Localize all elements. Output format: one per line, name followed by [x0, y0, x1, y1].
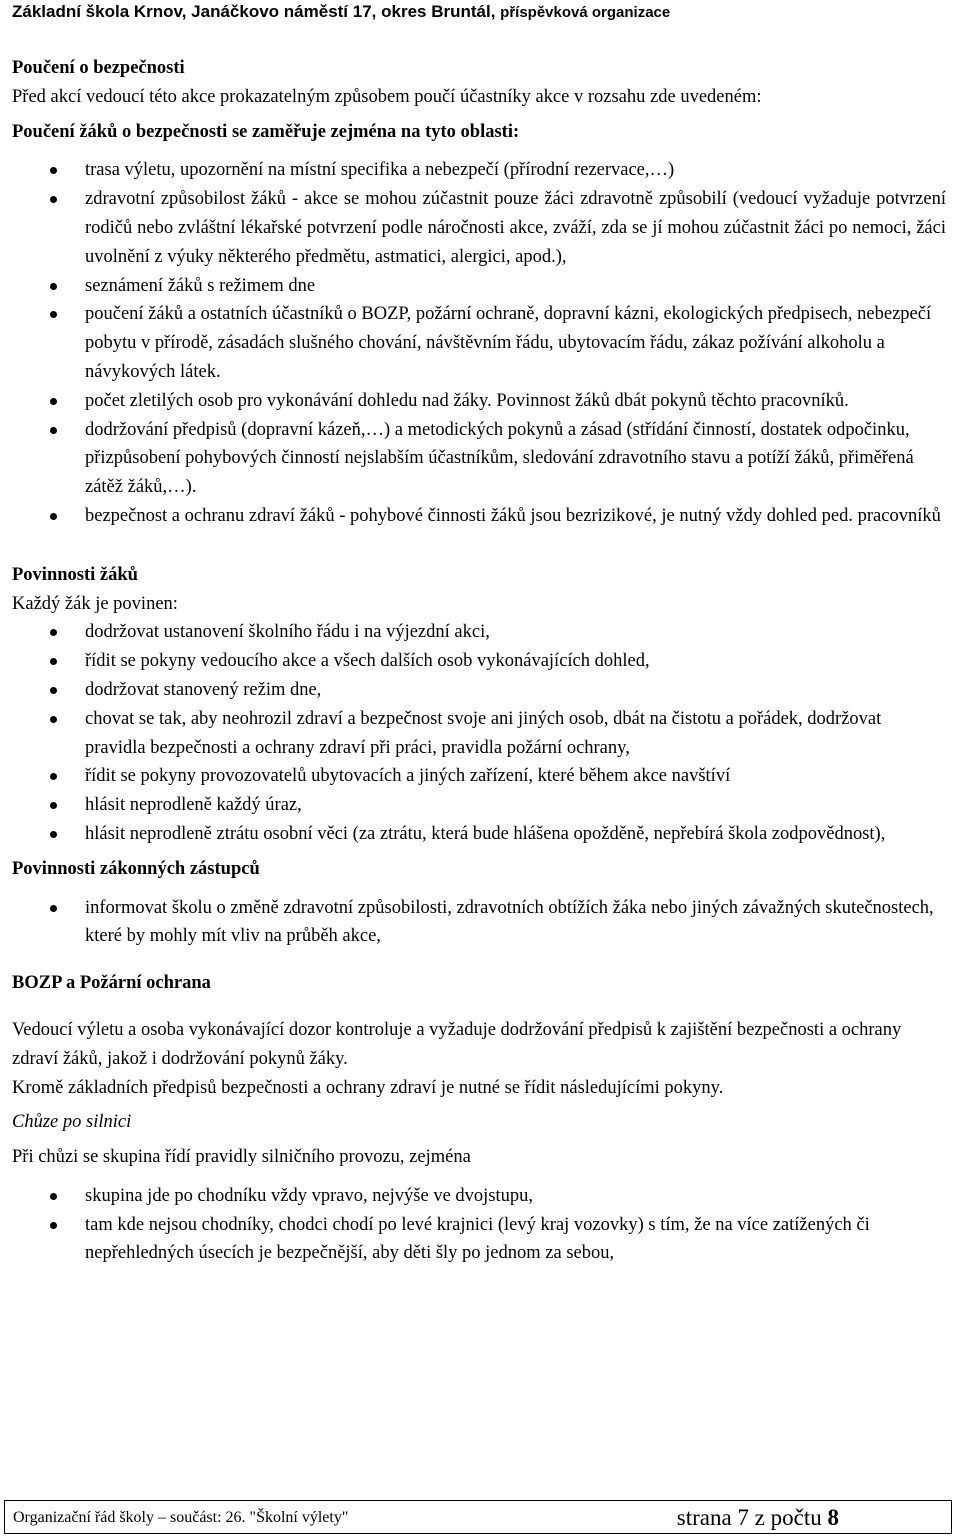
list-item: chovat se tak, aby neohrozil zdraví a bezpečnost svoje ani jiných osob, dbát na čistotu a pořádek, dodržovat pravidla bezpečnosti a ochrany zdraví při práci, pravidla požární ochrany,	[12, 705, 946, 763]
document-body	[12, 54, 946, 1268]
section-title-safety: Poučení o bezpečnosti	[12, 58, 185, 78]
bullet-icon	[50, 398, 57, 405]
footer-doc-title: Organizační řád školy – součást: 26. "Školní výlety"	[13, 1509, 349, 1526]
list-item: informovat školu o změně zdravotní způsobilosti, zdravotních obtížích žáka nebo jiných závažných skutečnostech, které by mohly mít vliv na průběh akce,	[12, 894, 946, 952]
bullet-icon	[50, 1222, 57, 1229]
safety-subtitle: Poučení žáků o bezpečnosti se zaměřuje zejména na tyto oblasti:	[12, 121, 520, 142]
safety-list	[12, 156, 946, 530]
section-title-duties: Povinnosti žáků	[12, 564, 138, 585]
bullet-icon	[50, 513, 57, 520]
list-item: počet zletilých osob pro vykonávání dohledu nad žáky. Povinnost žáků dbát pokynů těchto pracovníků.	[12, 387, 946, 416]
list-item: hlásit neprodleně každý úraz,	[12, 791, 946, 820]
list-item: zdravotní způsobilost žáků - akce se mohou zúčastnit pouze žáci zdravotně způsobilí (vedoucí vyžaduje potvrzení rodičů nebo zvláštní lékařské potvrzení podle náročnosti akce, zváží, zda se jí mohou zúčastnit žáci po nemoci, žáci uvolnění z výuky některého předmětu, astmatici, alergici, apod.),	[12, 185, 946, 271]
bullet-icon	[50, 167, 57, 174]
page-header	[12, 0, 952, 24]
school-name: Základní škola Krnov, Janáčkovo náměstí 17, okres Bruntál,	[12, 2, 496, 21]
list-item: tam kde nejsou chodníky, chodci chodí po levé krajnici (levý kraj vozovky) s tím, že na více zatížených či nepřehledných úsecích je bezpečnější, aby děti šly po jednom za sebou,	[12, 1211, 946, 1269]
bullet-icon	[50, 311, 57, 318]
section-title-bozp: BOZP a Požární ochrana	[12, 973, 211, 994]
bullet-icon	[50, 1193, 57, 1200]
subsection-walking: Chůze po silnici	[12, 1112, 132, 1133]
duties-intro: Každý žák je povinen:	[12, 593, 178, 614]
duties-list	[12, 618, 946, 848]
bullet-icon	[50, 831, 57, 838]
list-item: trasa výletu, upozornění na místní specifika a nebezpečí (přírodní rezervace,…)	[12, 156, 946, 185]
list-item: seznámení žáků s režimem dne	[12, 272, 946, 301]
page-number: strana 7 z počtu 8	[676, 1505, 839, 1530]
org-type: příspěvková organizace	[500, 4, 671, 21]
safety-intro: Před akcí vedoucí této akce prokazatelným způsobem poučí účastníky akce v rozsahu zde uvedeném:	[12, 86, 762, 107]
guardians-list	[12, 894, 946, 952]
list-item: poučení žáků a ostatních účastníků o BOZP, požární ochraně, dopravní kázni, ekologických předpisech, nebezpečí pobytu v přírodě, zásadách slušného chování, návštěvním řádu, ubytovacím řádu, zákaz požívání alkoholu a návykových látek.	[12, 300, 946, 386]
bullet-icon	[50, 773, 57, 780]
bozp-paragraph-2: Kromě základních předpisů bezpečnosti a ochrany zdraví je nutné se řídit následujícími pokyny.	[12, 1077, 724, 1098]
bullet-icon	[50, 687, 57, 694]
list-item: hlásit neprodleně ztrátu osobní věci (za ztrátu, která bude hlášena opožděně, nepřebírá škola zodpovědnost),	[12, 820, 946, 849]
bullet-icon	[50, 427, 57, 434]
bullet-icon	[50, 196, 57, 203]
section-title-guardians: Povinnosti zákonných zástupců	[12, 858, 260, 879]
list-item: dodržovat stanovený režim dne,	[12, 676, 946, 705]
bullet-icon	[50, 658, 57, 665]
list-item: dodržovat ustanovení školního řádu i na výjezdní akci,	[12, 618, 946, 647]
walking-list	[12, 1182, 946, 1268]
list-item: bezpečnost a ochranu zdraví žáků - pohybové činnosti žáků jsou bezrizikové, je nutný vždy dohled ped. pracovníků	[12, 502, 946, 531]
list-item: řídit se pokyny vedoucího akce a všech dalších osob vykonávajících dohled,	[12, 647, 946, 676]
page-total: 8	[827, 1505, 839, 1530]
list-item: skupina jde po chodníku vždy vpravo, nejvýše ve dvojstupu,	[12, 1182, 946, 1211]
bullet-icon	[50, 905, 57, 912]
bullet-icon	[50, 629, 57, 636]
bullet-icon	[50, 716, 57, 723]
bozp-paragraph-1: Vedoucí výletu a osoba vykonávající dozor kontroluje a vyžaduje dodržování předpisů k zajištění bezpečnosti a ochrany zdraví žáků, jakož i dodržování pokynů žáky.	[12, 1019, 902, 1069]
walking-intro: Při chůzi se skupina řídí pravidly silničního provozu, zejména	[12, 1147, 471, 1168]
list-item: řídit se pokyny provozovatelů ubytovacích a jiných zařízení, které během akce navštíví	[12, 762, 946, 791]
bullet-icon	[50, 283, 57, 290]
list-item: dodržování předpisů (dopravní kázeň,…) a metodických pokynů a zásad (střídání činností, dostatek odpočinku, přizpůsobení pohybových činností nejslabším účastníkům, sledování zdravotního stavu a potíží žáků, přiměřená zátěž žáků,…).	[12, 416, 946, 502]
bullet-icon	[50, 802, 57, 809]
page-footer	[4, 1500, 952, 1534]
